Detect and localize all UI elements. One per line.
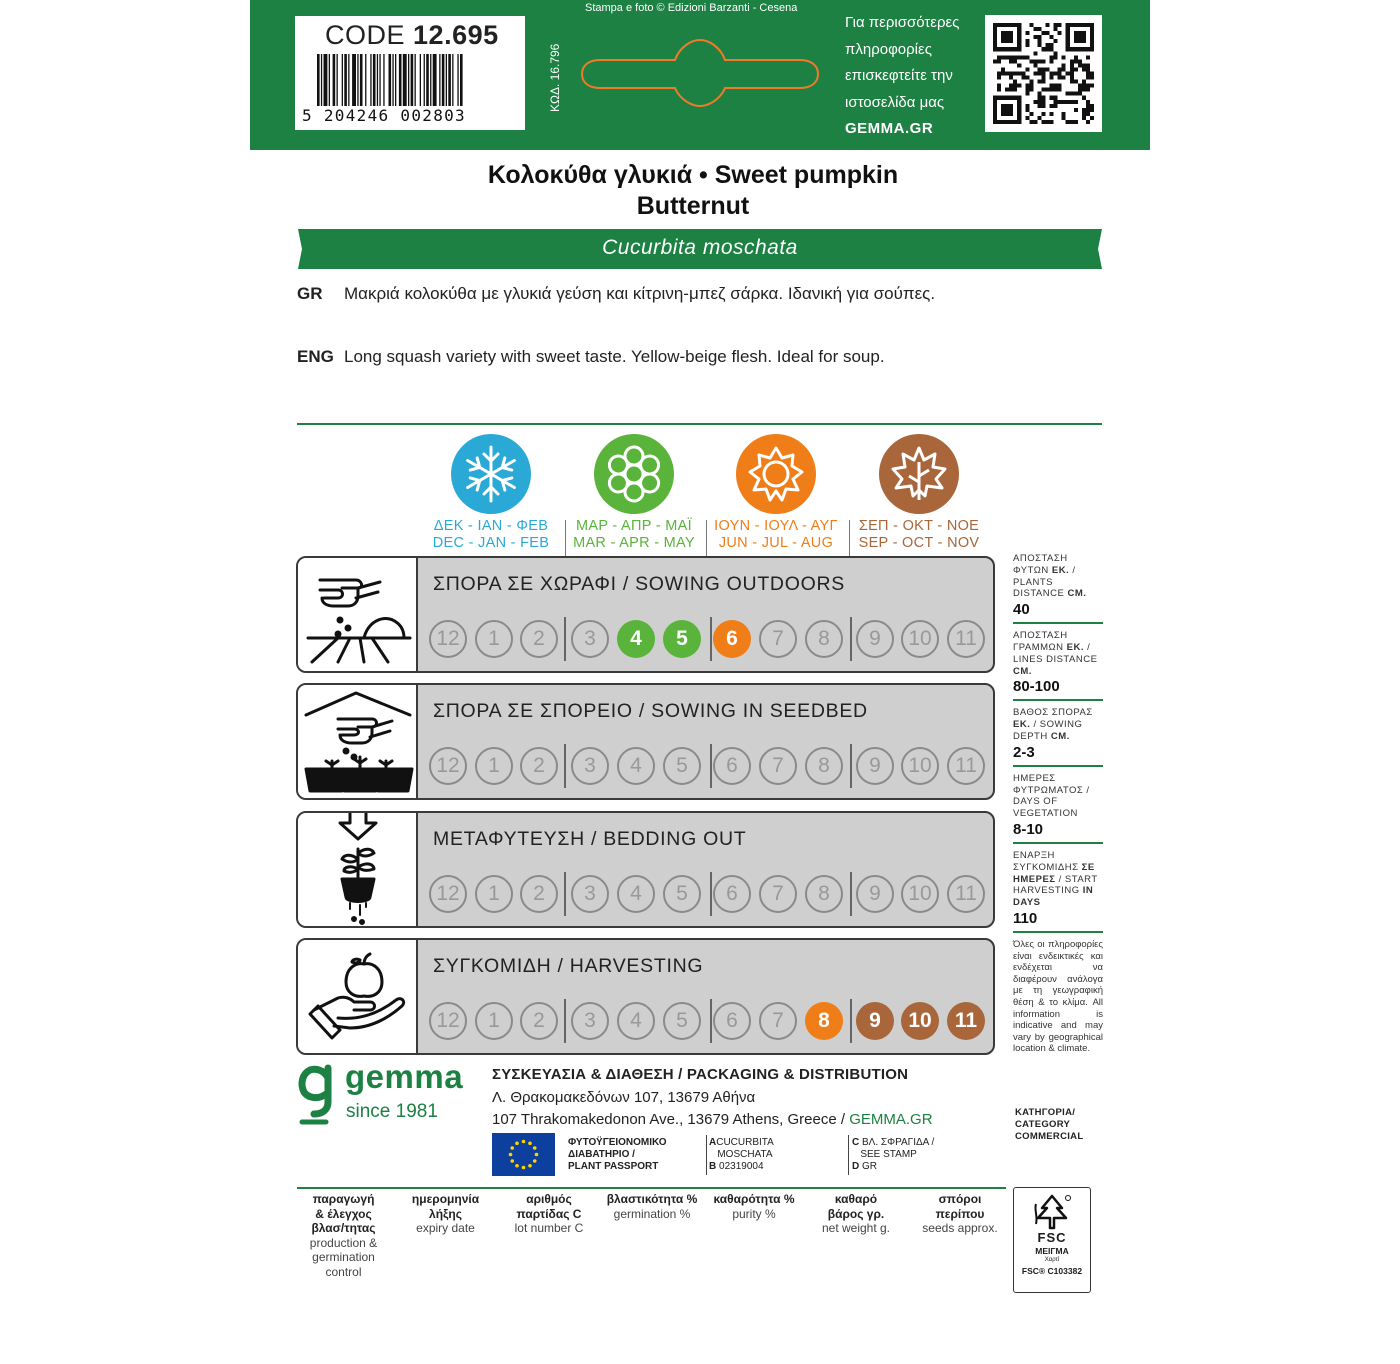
sun-icon [736,434,816,514]
month-1: 1 [475,1002,513,1040]
month-1: 1 [475,620,513,658]
quarter-divider [564,999,566,1043]
season-winter: ΔΕΚ - ΙΑΝ - ΦΕΒ DEC - JAN - FEB [421,434,561,552]
col-germination: βλαστικότητα % germination % [606,1192,698,1221]
month-9: 9 [856,620,894,658]
logo-since: since 1981 [346,1101,438,1122]
quarter-divider [850,872,852,916]
qr-code[interactable] [985,15,1102,132]
month-12: 12 [429,875,467,913]
product-code: CODE 12.695 [325,20,499,50]
month-9: 9 [856,1002,894,1040]
calendar-row-sowing-outdoors [296,556,995,673]
month-6: 6 [713,620,751,658]
month-5: 5 [663,1002,701,1040]
month-10: 10 [901,875,939,913]
eu-flag-icon [492,1133,555,1176]
hang-hole-icon [580,38,820,108]
month-6: 6 [713,875,751,913]
logo-wordmark: gemma [345,1058,464,1095]
month-8: 8 [805,620,843,658]
fsc-tree-icon [1032,1194,1072,1230]
barcode-digits: 5 204246 002803 [302,106,466,125]
quarter-divider [564,744,566,788]
month-4: 4 [617,1002,655,1040]
barcode-panel [295,16,525,130]
month-11: 11 [947,747,985,785]
website-info: Για περισσότερες πληροφορίες επισκεφτείτε την ιστοσελίδα μας GEMMA.GR [845,10,959,143]
plant-passport-label: ΦΥΤΟΫΓΕΙΟΝΟΜΙΚΟ ΔΙΑΒΑΤΗΡΙΟ / PLANT PASSPORT [568,1137,667,1172]
product-title: Κολοκύθα γλυκιά • Sweet pumpkin Butternut [487,161,899,220]
col-lot-number: αριθμός παρτίδας C lot number C [514,1192,584,1236]
col-expiry-date: ημερομηνία λήξης expiry date [411,1192,480,1236]
col-production-control: παραγωγή & έλεγχος βλασ/τητας production & germination control [309,1192,378,1279]
month-2: 2 [520,747,558,785]
description-greek: GR Μακριά κολοκύθα με γλυκιά γεύση και κίτρινη-μπεζ σάρκα. Ιδανική για σούπες. [297,284,936,303]
month-11: 11 [947,1002,985,1040]
quarter-divider [710,617,712,661]
sowing-outdoors-icon [298,558,418,673]
month-5: 5 [663,620,701,658]
month-6: 6 [713,747,751,785]
spec-value: 2-3 [1013,743,1035,761]
spec-value: 110 [1013,909,1038,927]
month-4: 4 [617,620,655,658]
month-2: 2 [520,620,558,658]
spec-value: 80-100 [1013,678,1060,696]
spec-sowing-depth: ΒΑΘΟΣ ΣΠΟΡΑΣ ΕΚ. / SOWING DEPTH CM. 2-3 [1013,707,1103,766]
month-7: 7 [759,1002,797,1040]
divider [297,1187,1006,1189]
bedding-out-icon [298,813,418,928]
spec-plants-distance: ΑΠΟΣΤΑΣΗ ΦΥΤΩΝ ΕΚ. / PLANTS DISTANCE CM. 40 [1013,553,1103,624]
month-9: 9 [856,875,894,913]
month-7: 7 [759,747,797,785]
month-8: 8 [805,875,843,913]
quarter-divider [710,999,712,1043]
print-credit: Stampa e foto © Edizioni Barzanti - Cesena [585,2,798,14]
specs-column [1013,553,1103,1055]
col-purity: καθαρότητα % purity % [713,1192,795,1221]
quarter-divider [850,744,852,788]
month-11: 11 [947,620,985,658]
spec-value: 40 [1013,601,1030,619]
month-3: 3 [571,1002,609,1040]
quarter-divider [850,617,852,661]
month-1: 1 [475,747,513,785]
season-separator [849,520,850,556]
packaging-info: ΣΥΣΚΕΥΑΣΙΑ & ΔΙΑΘΕΣΗ / PACKAGING & DISTRIBUTION Λ. Θρακομακεδόνων 107, 13679 Αθήνα 107 Thrakomakedonon Ave., 13679 Athens, Greece / GEMMA.GR [492,1066,933,1128]
kod-number: ΚΩΔ. 16.796 [548,43,562,112]
month-10: 10 [901,620,939,658]
harvesting-icon [298,940,418,1055]
month-6: 6 [713,1002,751,1040]
flower-icon [594,434,674,514]
month-5: 5 [663,875,701,913]
footer-website-link[interactable]: GEMMA.GR [849,1111,933,1128]
calendar-row-bedding-out [296,811,995,928]
season-separator [706,520,707,556]
month-12: 12 [429,620,467,658]
plant-passport-ab: ACUCURBITA MOSCHATA B 02319004 [709,1137,774,1172]
month-4: 4 [617,747,655,785]
month-3: 3 [571,620,609,658]
row-title: ΣΥΓΚΟΜΙΔΗ / HARVESTING [433,955,704,977]
quarter-divider [850,999,852,1043]
header-band [250,0,1150,150]
calendar-row-harvesting [296,938,995,1055]
latin-name-band [296,229,1104,269]
latin-name: Cucurbita moschata [602,236,798,259]
quarter-divider [564,617,566,661]
month-3: 3 [571,875,609,913]
divider [297,423,1102,425]
month-8: 8 [805,747,843,785]
month-9: 9 [856,747,894,785]
fsc-badge: FSC ΜΕΙΓΜΑ Χαρτί FSC® C103382 [1013,1187,1091,1293]
col-net-weight: καθαρό βάρος γρ. net weight g. [821,1192,891,1236]
spec-lines-distance: ΑΠΟΣΤΑΣΗ ΓΡΑΜΜΩΝ ΕΚ. / LINES DISTANCE CM. 80-100 [1013,630,1103,701]
month-2: 2 [520,875,558,913]
disclaimer: Όλες οι πληροφορίες είναι ενδεικτικές και ενδέχεται να διαφέρουν ανάλογα με τη γεωγραφική θέση & το κλίμα. All information is indicative and may vary by geographical location & climate. [1013,938,1103,1055]
month-1: 1 [475,875,513,913]
row-title: ΣΠΟΡΑ ΣΕ ΧΩΡΑΦΙ / SOWING OUTDOORS [433,573,845,595]
season-separator [565,520,566,556]
leaf-icon [879,434,959,514]
quarter-divider [710,872,712,916]
season-autumn: ΣΕΠ - ΟΚΤ - ΝΟΕ SEP - OCT - NOV [849,434,989,552]
row-title: ΜΕΤΑΦΥΤΕΥΣΗ / BEDDING OUT [433,828,747,850]
month-10: 10 [901,747,939,785]
spec-days-vegetation: ΗΜΕΡΕΣ ΦΥΤΡΩΜΑΤΟΣ / DAYS OF VEGETATION 8-10 [1013,773,1103,844]
month-11: 11 [947,875,985,913]
month-4: 4 [617,875,655,913]
calendar-row-sowing-seedbed [296,683,995,800]
month-12: 12 [429,1002,467,1040]
qr-code-icon [993,23,1094,124]
description-english: ENG Long squash variety with sweet taste. Yellow-beige flesh. Ideal for soup. [297,347,885,366]
category-label: ΚΑΤΗΓΟΡΙΑ/ CATEGORY COMMERCIAL [1015,1107,1084,1142]
season-summer: ΙΟΥΝ - ΙΟΥΛ - ΑΥΓ JUN - JUL - AUG [706,434,846,552]
row-title: ΣΠΟΡΑ ΣΕ ΣΠΟΡΕΙΟ / SOWING IN SEEDBED [433,700,868,722]
quarter-divider [710,744,712,788]
seedbed-icon [298,685,418,800]
month-7: 7 [759,875,797,913]
quarter-divider [564,872,566,916]
gemma-logo-icon [296,1062,336,1128]
website-link[interactable]: GEMMA.GR [845,120,934,137]
month-7: 7 [759,620,797,658]
col-seeds-approx: σπόροι περίπου seeds approx. [922,1192,998,1236]
snowflake-icon [451,434,531,514]
month-2: 2 [520,1002,558,1040]
month-10: 10 [901,1002,939,1040]
season-spring: ΜΑΡ - ΑΠΡ - ΜΑΪ MAR - APR - MAY [564,434,704,552]
spec-start-harvesting: ΕΝΑΡΞΗ ΣΥΓΚΟΜΙΔΗΣ ΣΕ ΗΜΕΡΕΣ / START HARVESTING IN DAYS 110 [1013,850,1103,933]
month-8: 8 [805,1002,843,1040]
spec-value: 8-10 [1013,820,1044,838]
month-5: 5 [663,747,701,785]
plant-passport-cd: C ΒΛ. ΣΦΡΑΓΙΔΑ / SEE STAMP D GR [852,1137,935,1172]
month-12: 12 [429,747,467,785]
month-3: 3 [571,747,609,785]
